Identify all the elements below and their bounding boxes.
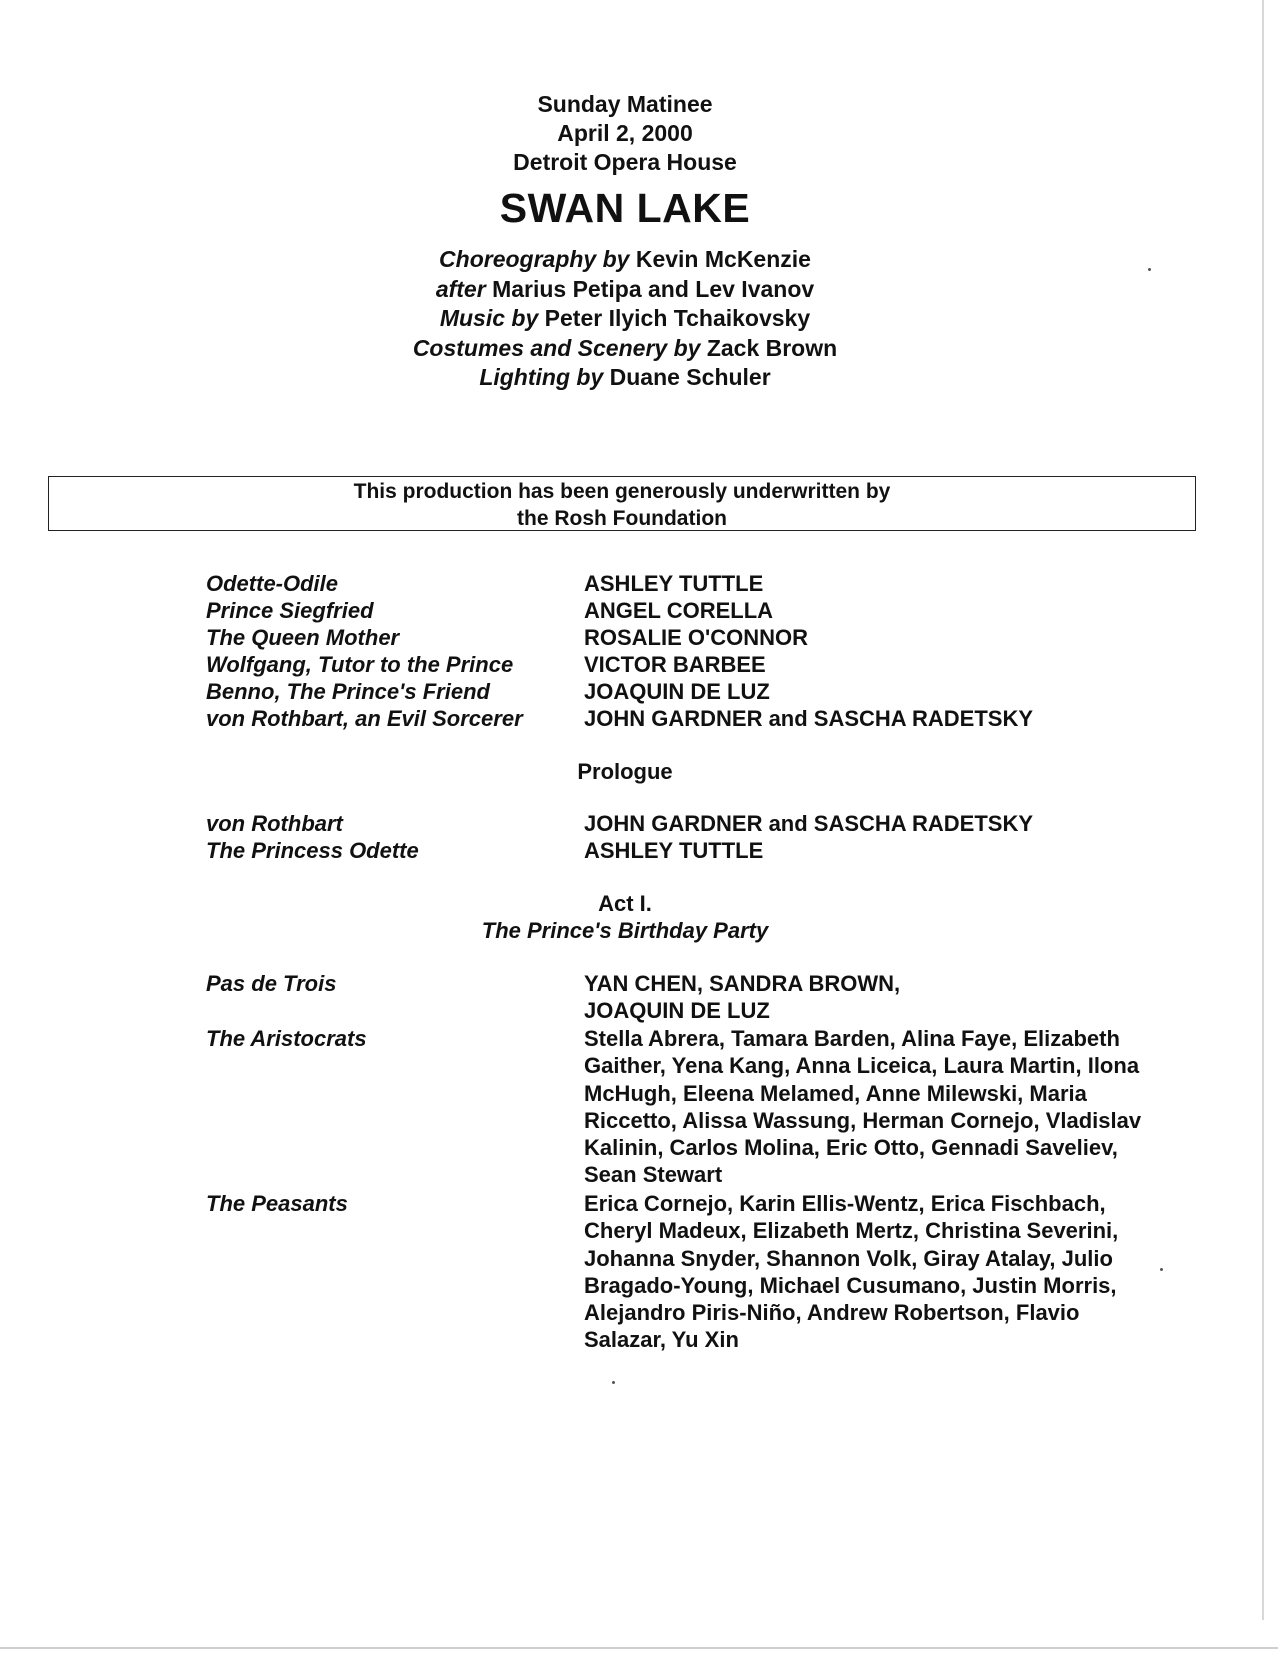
page-edge-bottom	[0, 1647, 1278, 1649]
scan-speck	[612, 1381, 615, 1384]
role-name: von Rothbart	[206, 811, 343, 836]
credit-lighting	[0, 363, 1250, 393]
role-name: von Rothbart, an Evil Sorcerer	[206, 706, 523, 731]
page-edge-right	[1262, 0, 1264, 1620]
performance-date: April 2, 2000	[557, 120, 693, 146]
dancer-name: VICTOR BARBEE	[584, 652, 766, 677]
credit-role: Choreography by	[439, 246, 630, 272]
underwriter-line-1: This production has been generously underwritten by	[353, 480, 891, 503]
credit-name: Duane Schuler	[609, 364, 771, 390]
dancer-line: Bragado-Young, Michael Cusumano, Justin Morris,	[584, 1272, 1117, 1298]
credit-role: Costumes and Scenery by	[412, 334, 701, 361]
credit-name: Peter Ilyich Tchaikovsky	[544, 305, 811, 331]
dancer-name: JOHN GARDNER and SASCHA RADETSKY	[584, 706, 1034, 731]
role-name: Benno, The Prince's Friend	[206, 679, 490, 704]
scan-speck	[1160, 1268, 1163, 1271]
dancer-name: ROSALIE O'CONNOR	[584, 625, 809, 650]
credit-name: Zack Brown	[706, 334, 838, 361]
dancer-line: Sean Stewart	[584, 1162, 723, 1188]
dancer-line: Erica Cornejo, Karin Ellis-Wentz, Erica Fischbach,	[584, 1191, 1106, 1216]
dancer-line: McHugh, Eleena Melamed, Anne Milewski, Maria	[584, 1080, 1087, 1106]
role-name: The Queen Mother	[206, 625, 400, 650]
program-header	[0, 90, 1250, 393]
dancer-line: YAN CHEN, SANDRA BROWN,	[584, 971, 901, 996]
dancer-line: Kalinin, Carlos Molina, Eric Otto, Gennadi Saveliev,	[584, 1135, 1118, 1161]
credit-role: after	[435, 275, 486, 302]
dancer-line: Johanna Snyder, Shannon Volk, Giray Atalay, Julio	[584, 1245, 1113, 1271]
dancer-line: Salazar, Yu Xin	[584, 1327, 739, 1353]
credit-role: Music by	[439, 305, 539, 331]
prologue-heading: Prologue	[577, 759, 673, 784]
role-name: Wolfgang, Tutor to the Prince	[206, 652, 514, 677]
role-name: The Princess Odette	[206, 838, 419, 863]
dancer-names	[584, 1190, 1184, 1354]
dancer-name: JOHN GARDNER and SASCHA RADETSKY	[584, 811, 1034, 836]
act-1-subheading: The Prince's Birthday Party	[481, 918, 769, 943]
dancer-names	[584, 1025, 1184, 1189]
dancer-line: Gaither, Yena Kang, Anna Liceica, Laura Martin, Ilona	[584, 1053, 1140, 1079]
role-name: Prince Siegfried	[206, 598, 374, 623]
role-name: Pas de Trois	[206, 971, 337, 996]
credit-name: Kevin McKenzie	[635, 246, 811, 272]
dancer-line: Alejandro Piris-Niño, Andrew Robertson, Flavio	[584, 1300, 1080, 1326]
underwriter-line-2: the Rosh Foundation	[517, 506, 727, 530]
dancer-names	[584, 970, 1184, 1025]
venue-name: Detroit Opera House	[513, 149, 737, 175]
dancer-line: Cheryl Madeux, Elizabeth Mertz, Christina Severini,	[584, 1218, 1119, 1244]
production-credits	[0, 245, 1250, 393]
dancer-line: Riccetto, Alissa Wassung, Herman Cornejo, Vladislav	[584, 1107, 1142, 1133]
dancer-line: Stella Abrera, Tamara Barden, Alina Faye, Elizabeth	[584, 1026, 1120, 1051]
role-name: The Peasants	[206, 1191, 348, 1216]
dancer-name: ASHLEY TUTTLE	[584, 571, 764, 596]
role-name: The Aristocrats	[206, 1026, 367, 1051]
ballet-title: SWAN LAKE	[499, 185, 751, 231]
dancer-name: ASHLEY TUTTLE	[584, 838, 764, 863]
act-1-heading: Act I.	[598, 891, 652, 916]
credit-role: Lighting by	[479, 364, 604, 390]
credit-after	[0, 275, 1250, 305]
role-name: Odette-Odile	[206, 571, 339, 596]
credit-costumes-scenery	[0, 334, 1250, 364]
underwriter-notice	[48, 476, 1196, 531]
credit-choreography	[0, 245, 1250, 275]
performance-label: Sunday Matinee	[537, 91, 713, 117]
scan-speck	[1148, 268, 1151, 271]
credit-music	[0, 304, 1250, 334]
dancer-line: JOAQUIN DE LUZ	[584, 998, 770, 1024]
credit-name: Marius Petipa and Lev Ivanov	[492, 275, 815, 302]
dancer-name: ANGEL CORELLA	[584, 598, 774, 623]
dancer-name: JOAQUIN DE LUZ	[584, 679, 770, 704]
